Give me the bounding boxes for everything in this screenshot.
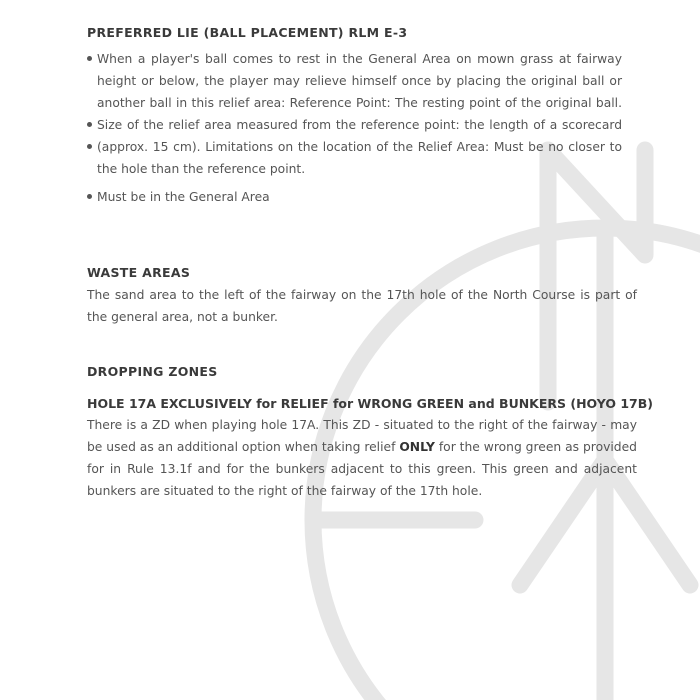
section-title-waste-areas: WASTE AREAS bbox=[87, 265, 191, 280]
section-title-preferred-lie: PREFERRED LIE (BALL PLACEMENT) RLM E-3 bbox=[87, 25, 408, 40]
dropping-zones-text-after: for the wrong green as provided for in Rule 13.1f and for the bunkers adjacent to this green. This green and adjacent bunkers are situated to the right of the fairway of the 17th hole. bbox=[87, 440, 637, 498]
dropping-zones-subtitle: HOLE 17A EXCLUSIVELY for RELIEF for WRONG GREEN and BUNKERS (HOYO 17B) bbox=[87, 396, 653, 411]
bullet-dot bbox=[87, 194, 92, 199]
dropping-zones-text bbox=[87, 414, 637, 502]
preferred-lie-general-area-item: Must be in the General Area bbox=[97, 190, 270, 204]
bullet-dot bbox=[87, 56, 92, 61]
only-emphasis: ONLY bbox=[399, 440, 435, 454]
waste-areas-text: The sand area to the left of the fairway on the 17th hole of the North Course is part of the general area, not a bunker. bbox=[87, 288, 637, 324]
bullet-dot bbox=[87, 144, 92, 149]
preferred-lie-rule-text: When a player's ball comes to rest in the General Area on mown grass at fairway height or below, the player may relieve himself once by placing the original ball or another ball in this relief area: Reference Point: The resting point of the original ball. Size of the relief area measured from the reference point: the length of a scorecard (approx. 15 cm). Limitations on the location of the Relief Area: Must be no closer to the hole than the reference point. bbox=[97, 52, 622, 176]
bullet-dot bbox=[87, 122, 92, 127]
dropping-zones-text-before: There is a ZD when playing hole 17A. This ZD - situated to the right of the fairway - may be used as an additional option when taking relief bbox=[87, 418, 637, 454]
section-title-dropping-zones: DROPPING ZONES bbox=[87, 364, 218, 379]
